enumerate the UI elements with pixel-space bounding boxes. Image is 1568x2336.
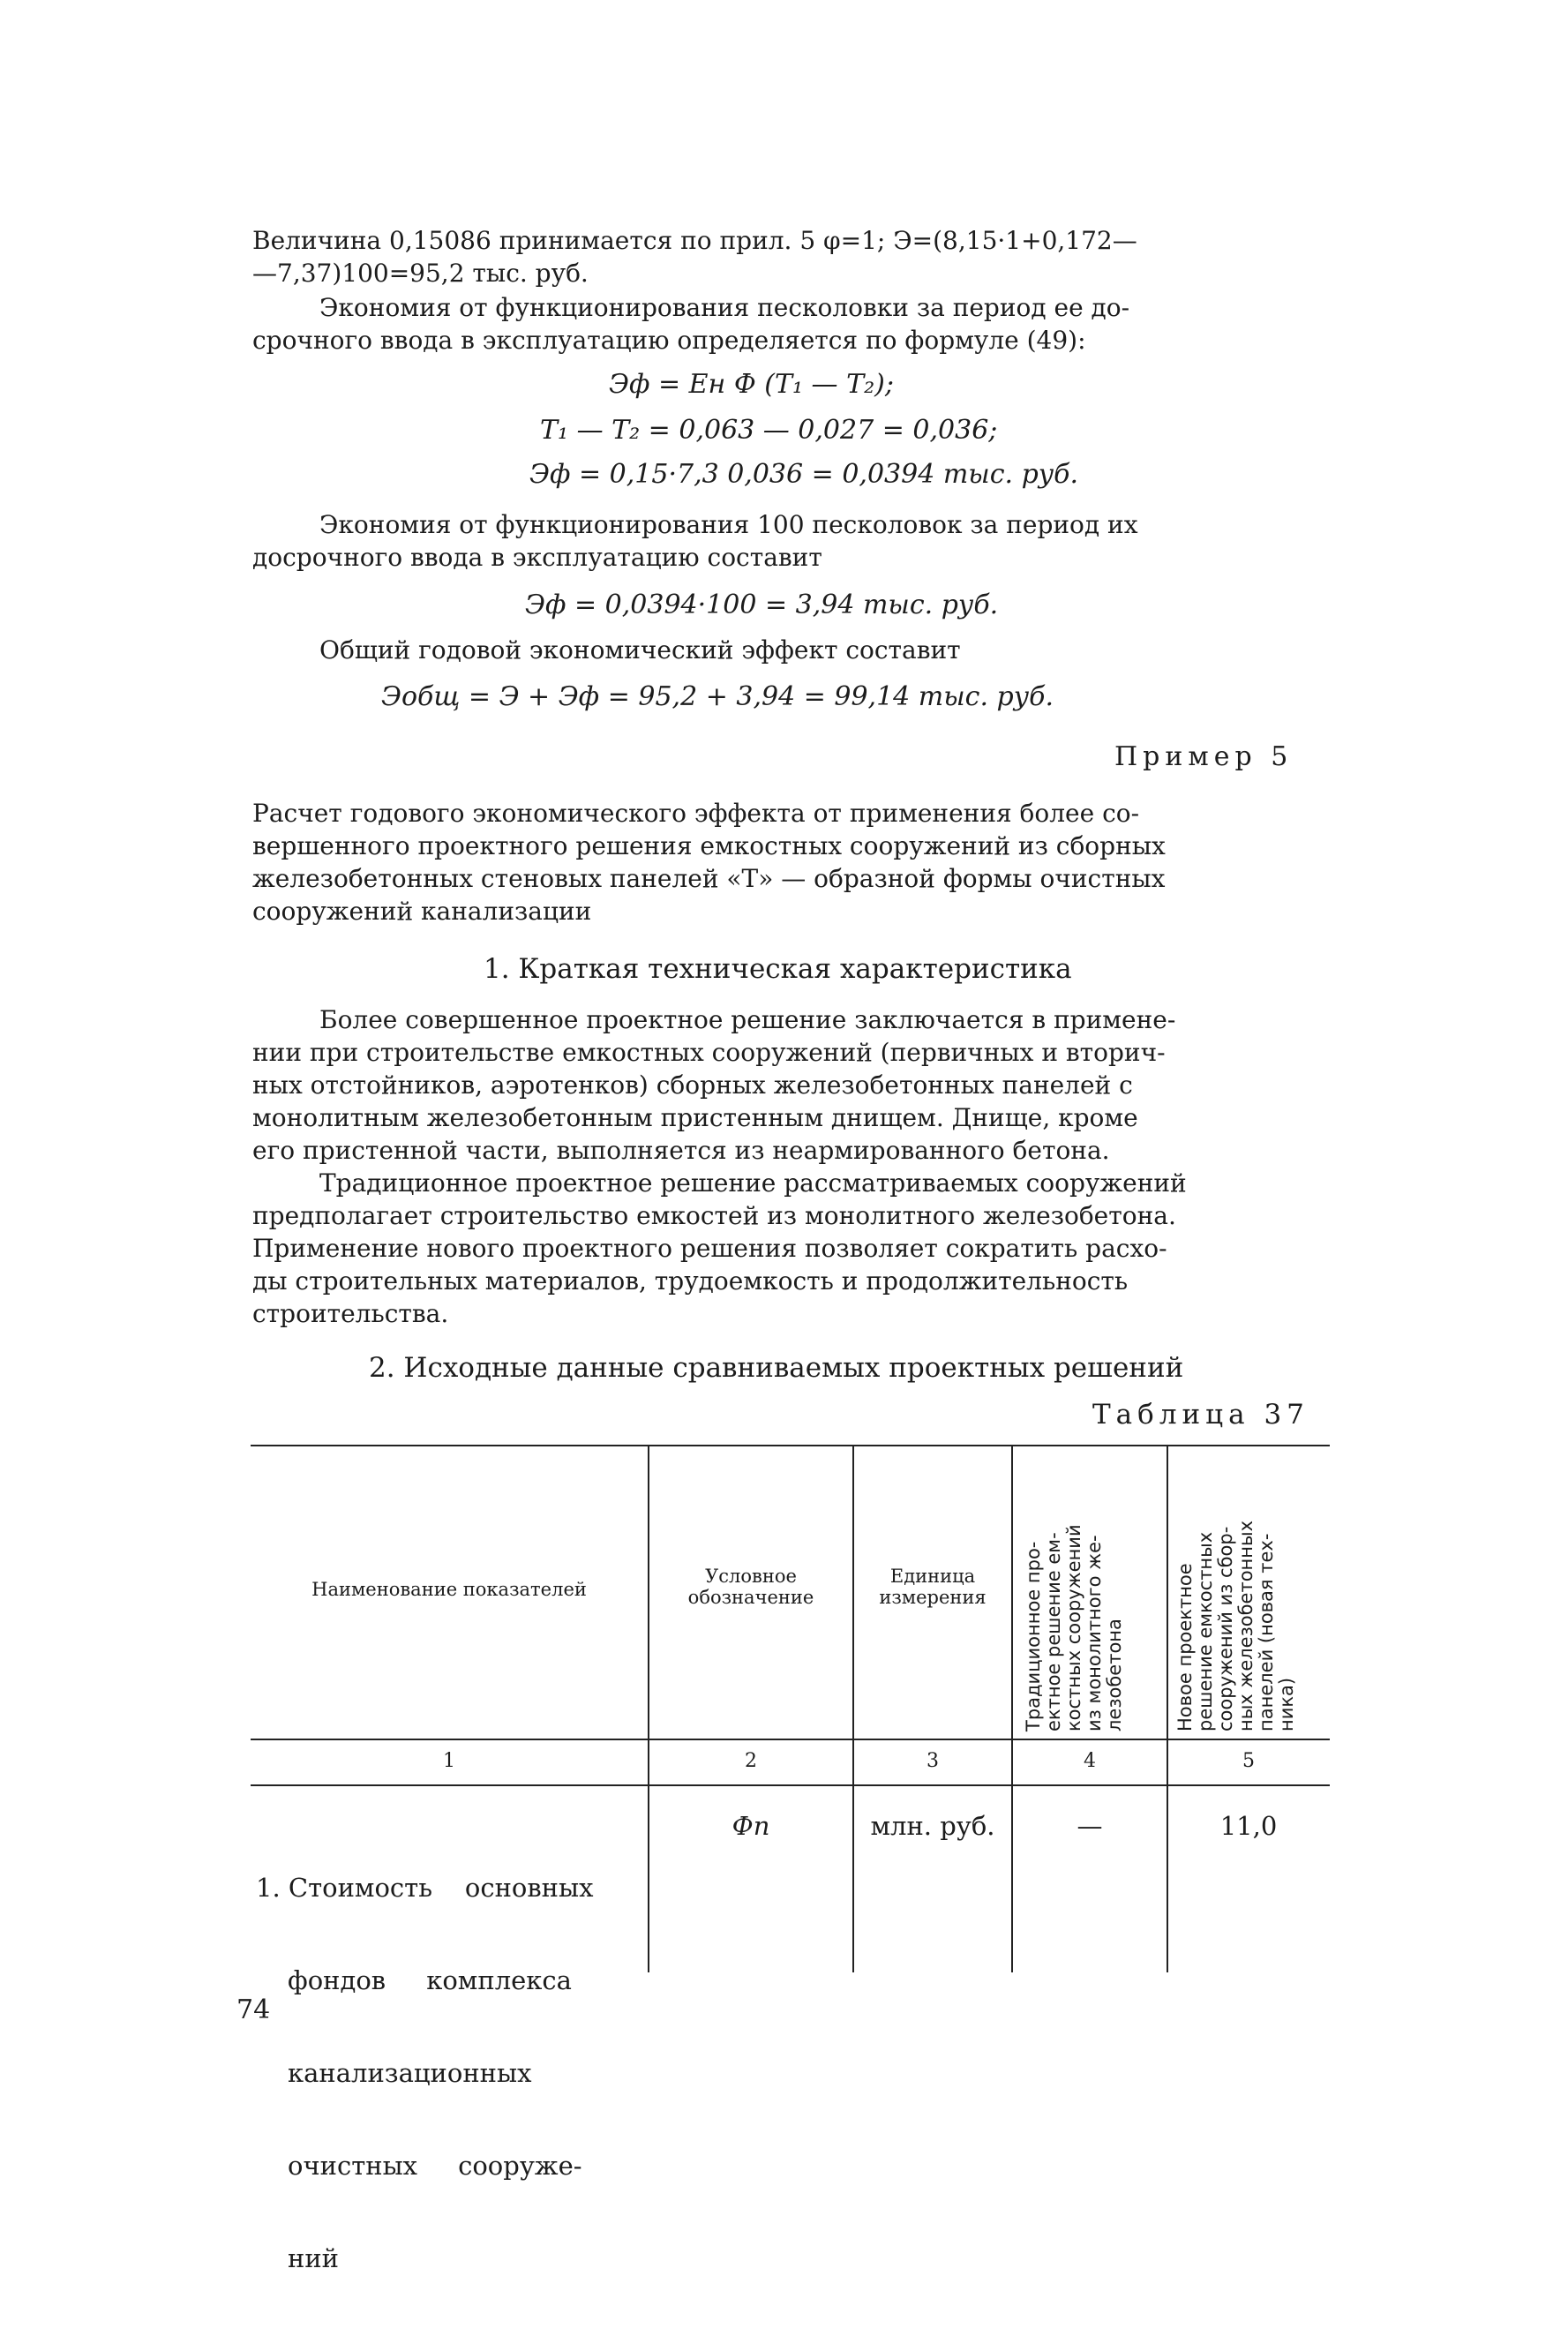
- formula-total: Эобщ = Э + Эф = 95,2 + 3,94 = 99,14 тыс. руб.: [381, 681, 1054, 712]
- table-column-divider: [1167, 1445, 1168, 1972]
- text-line: Применение нового проектного решения позволяет сократить расхо-: [252, 1234, 1167, 1263]
- text-line: строительства.: [252, 1299, 449, 1328]
- table-column-divider: [852, 1445, 854, 1972]
- text-line: Экономия от функционирования 100 песколовок за период их: [319, 510, 1138, 539]
- formula-100-units: Эф = 0,0394·100 = 3,94 тыс. руб.: [525, 590, 999, 620]
- description-line: вершенного проектного решения емкостных сооружений из сборных: [252, 831, 1166, 860]
- table-column-divider: [1011, 1445, 1013, 1972]
- text-line: предполагает строительство емкостей из монолитного железобетона.: [252, 1201, 1176, 1230]
- row-traditional-value: —: [1077, 1811, 1103, 1841]
- description-line: Расчет годового экономического эффекта от применения более со-: [252, 799, 1140, 828]
- row-name-line: очистных сооруже-: [288, 2151, 582, 2181]
- text-line: ды строительных материалов, трудоемкость и продолжительность: [252, 1266, 1129, 1296]
- column-header-unit-line: Единица: [889, 1566, 976, 1587]
- column-header-traditional-line: лезобетона: [1104, 1619, 1125, 1731]
- row-name-line: фондов комплекса: [288, 1965, 572, 1995]
- column-header-new-line: ника): [1276, 1677, 1297, 1731]
- column-header-traditional-line: костных сооружений: [1063, 1524, 1084, 1731]
- text-line: Традиционное проектное решение рассматриваемых сооружений: [319, 1168, 1187, 1198]
- text-line: Величина 0,15086 принимается по прил. 5 φ=1; Э=(8,15·1+0,172—: [252, 226, 1137, 255]
- formula-efficiency-value: Эф = 0,15·7,3 0,036 = 0,0394 тыс. руб.: [529, 459, 1079, 490]
- formula-time-diff: T₁ — T₂ = 0,063 — 0,027 = 0,036;: [540, 415, 998, 446]
- column-header-new-line: ных железобетонных: [1235, 1520, 1257, 1731]
- column-number: 3: [927, 1750, 939, 1772]
- row-symbol: Фп: [731, 1811, 770, 1841]
- column-header-unit: [856, 1566, 1009, 1608]
- column-header-symbol-line: Условное: [705, 1566, 797, 1587]
- text-line: его пристенной части, выполняется из неармированного бетона.: [252, 1136, 1110, 1165]
- text-line: Общий годовой экономический эффект составит: [319, 635, 961, 665]
- text-line: Экономия от функционирования песколовки за период ее до-: [319, 293, 1130, 322]
- column-header-name: Наименование показателей: [311, 1579, 587, 1600]
- column-header-new-line: Новое проектное: [1174, 1563, 1196, 1731]
- column-number: 4: [1084, 1750, 1096, 1772]
- row-name-line: 1. Стоимость основных: [256, 1873, 594, 1903]
- row-name: [256, 1811, 635, 2336]
- table-column-divider: [648, 1445, 649, 1972]
- example-heading: Пример 5: [1114, 741, 1294, 772]
- column-header-new-line: панелей (новая тех-: [1256, 1533, 1277, 1731]
- column-header-new-line: сооружений из сбор-: [1215, 1526, 1236, 1731]
- formula-efficiency: Эф = Eн Ф (T₁ — T₂);: [609, 369, 894, 400]
- table-caption: Таблица 37: [1092, 1399, 1309, 1431]
- section-heading-1: 1. Краткая техническая характеристика: [484, 953, 1072, 985]
- text-line: монолитным железобетонным пристенным днищем. Днище, кроме: [252, 1103, 1138, 1132]
- description-line: железобетонных стеновых панелей «Т» — образной формы очистных: [252, 864, 1166, 893]
- column-number: 5: [1242, 1750, 1255, 1772]
- text-line: ных отстойников, аэротенков) сборных железобетонных панелей с: [252, 1070, 1133, 1100]
- column-header-traditional-line: ектное решение ем-: [1043, 1532, 1064, 1731]
- row-new-value: 11,0: [1219, 1811, 1278, 1841]
- column-number: 1: [443, 1750, 455, 1772]
- column-header-symbol-line: обозначение: [687, 1587, 814, 1608]
- page-number: 74: [236, 1994, 271, 2025]
- row-name-line: канализационных: [288, 2058, 532, 2088]
- text-line: нии при строительстве емкостных сооружений (первичных и вторич-: [252, 1038, 1166, 1067]
- column-header-symbol: [651, 1566, 851, 1608]
- text-line: Более совершенное проектное решение заключается в примене-: [319, 1005, 1176, 1034]
- column-header-traditional: [1024, 1524, 1125, 1731]
- text-line: срочного ввода в эксплуатацию определяется по формуле (49):: [252, 326, 1086, 355]
- row-unit: млн. руб.: [870, 1811, 995, 1841]
- description-line: сооружений канализации: [252, 897, 592, 926]
- column-header-unit-line: измерения: [879, 1587, 987, 1608]
- section-heading-2: 2. Исходные данные сравниваемых проектных решений: [369, 1352, 1184, 1384]
- row-name-line: ний: [288, 2243, 339, 2273]
- column-number: 2: [745, 1750, 757, 1772]
- text-line: —7,37)100=95,2 тыс. руб.: [252, 259, 589, 288]
- column-header-new-line: решение емкостных: [1195, 1531, 1216, 1731]
- column-header-traditional-line: Традиционное про-: [1023, 1541, 1044, 1731]
- text-line: досрочного ввода в эксплуатацию составит: [252, 543, 822, 572]
- column-header-new: [1175, 1521, 1297, 1731]
- column-header-traditional-line: из монолитного же-: [1084, 1535, 1105, 1731]
